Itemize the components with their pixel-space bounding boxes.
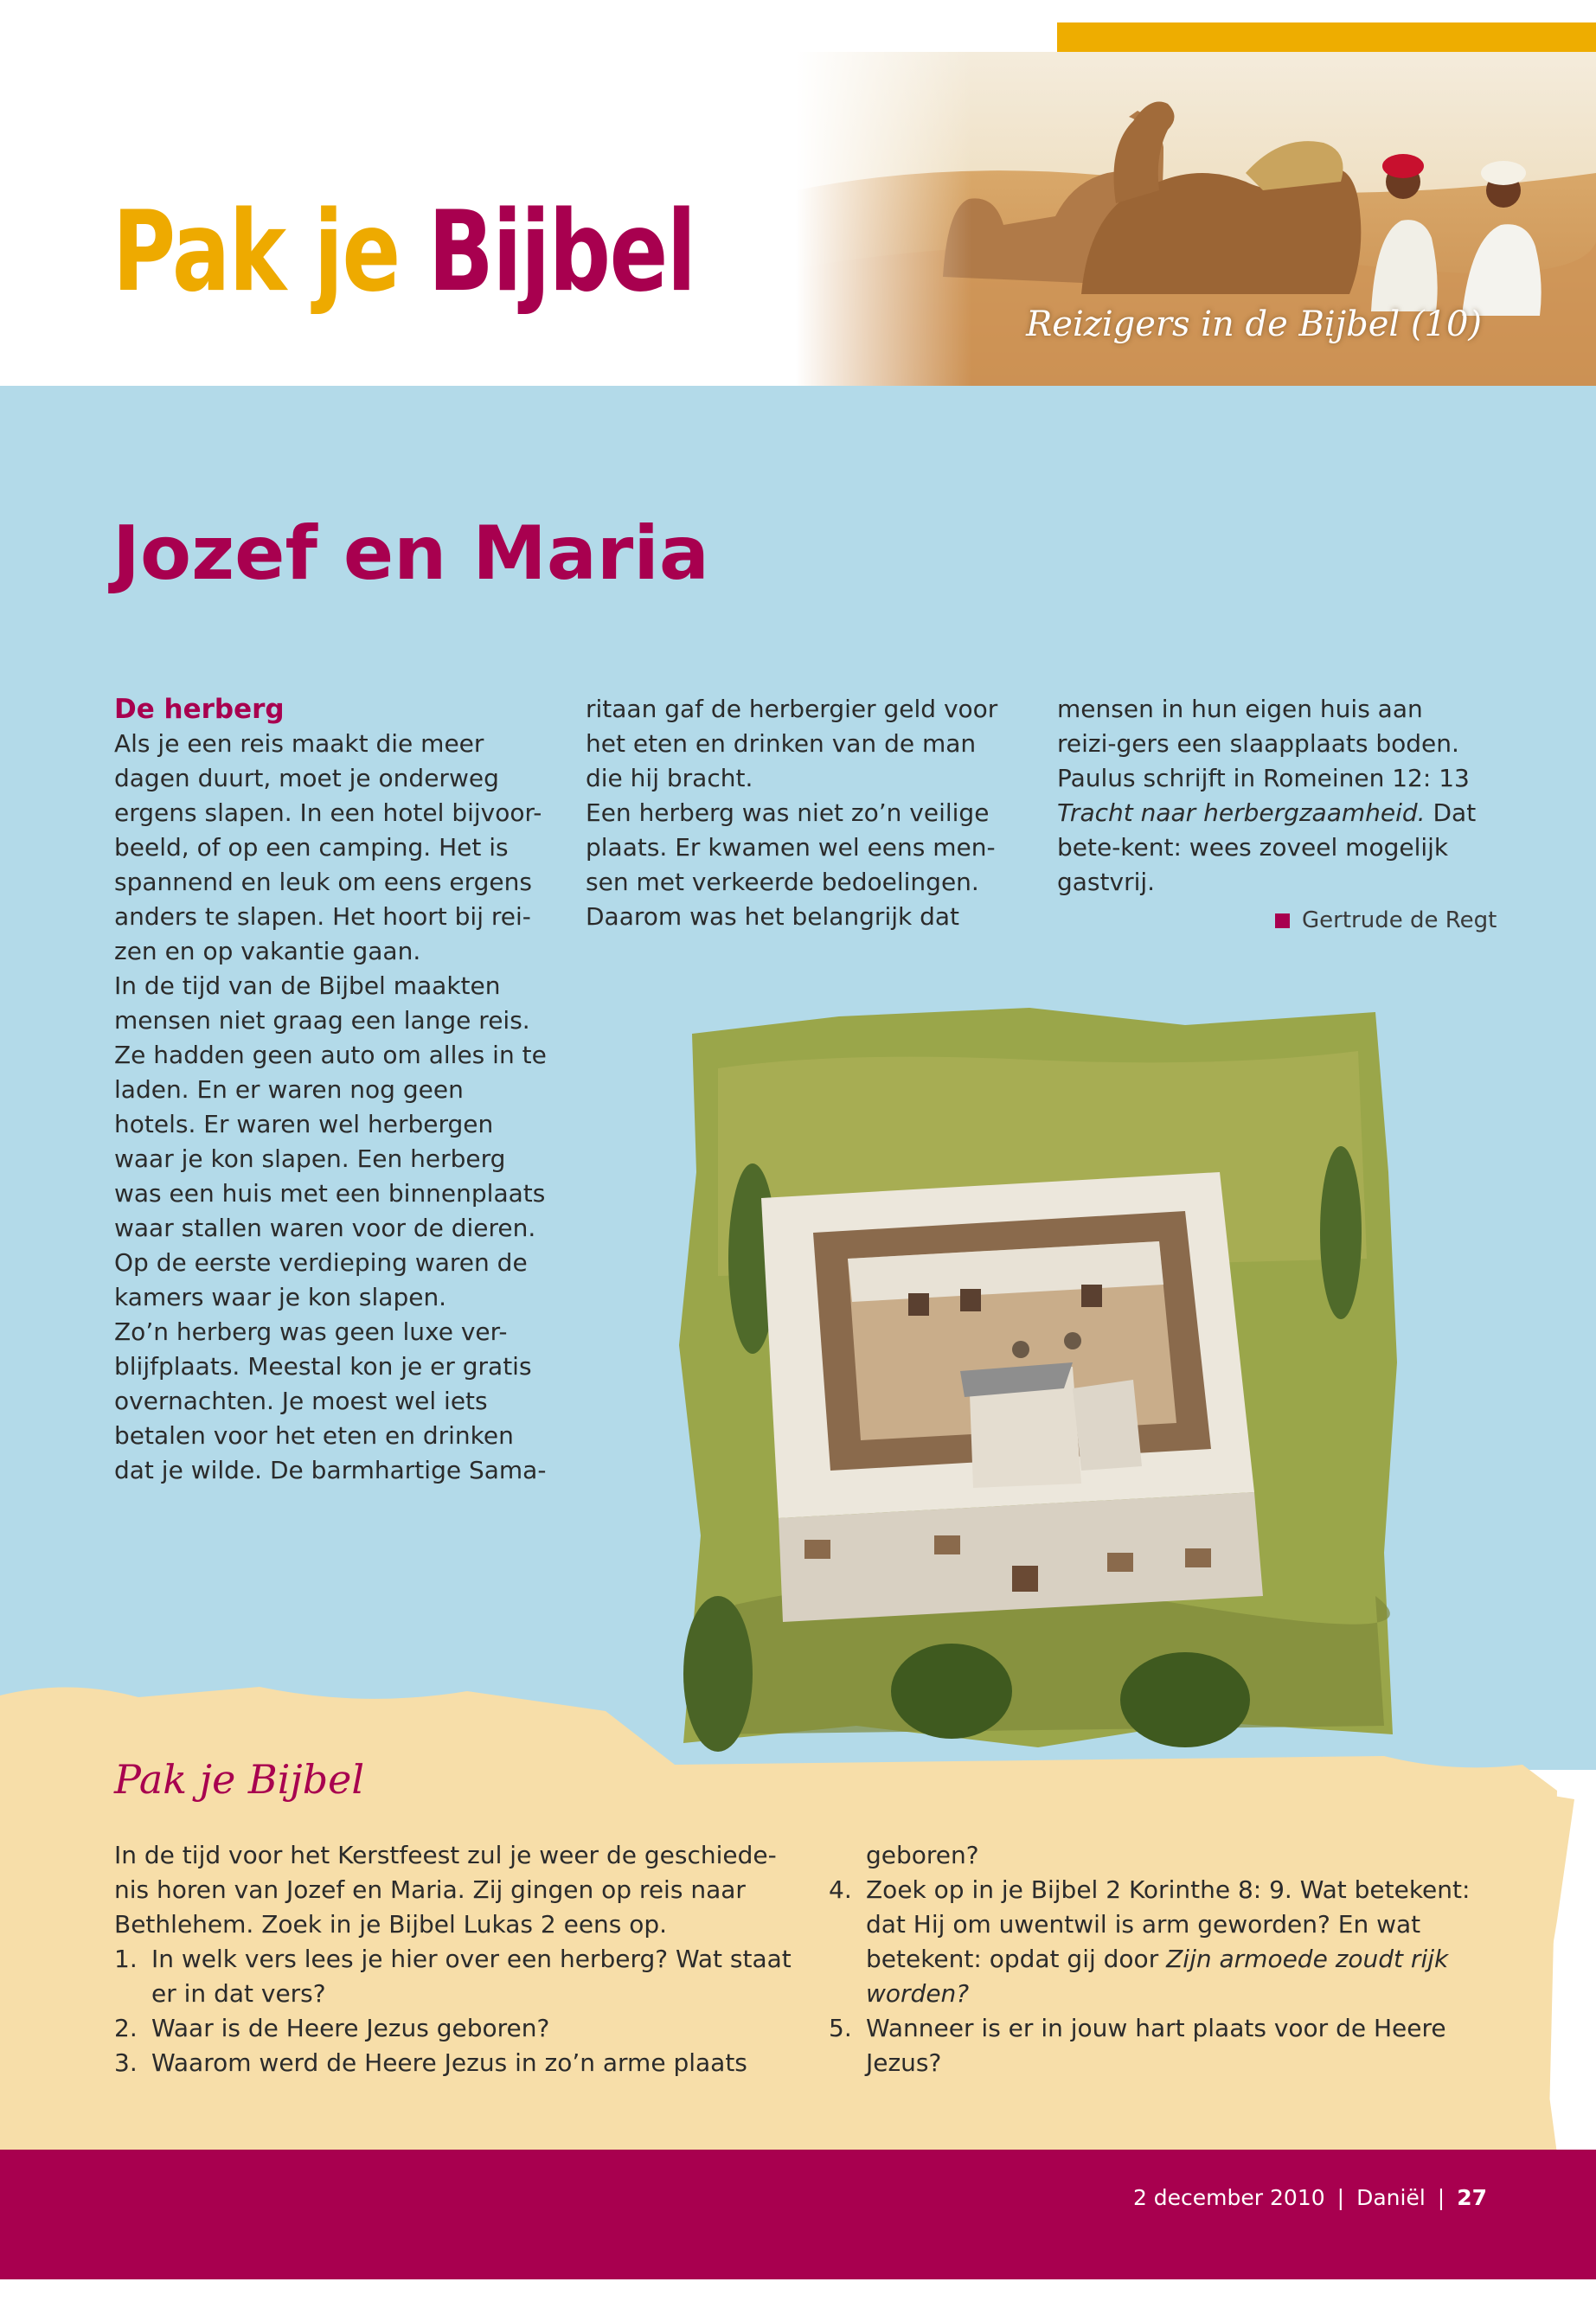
article-title: Jozef en Maria	[112, 510, 709, 597]
footer-info	[1133, 2185, 1487, 2210]
footer-magazine: Daniël	[1356, 2185, 1426, 2210]
footer-separator: |	[1336, 2185, 1345, 2210]
series-label: Reizigers in de Bijbel (10)	[1026, 304, 1482, 344]
footer-separator: |	[1437, 2185, 1445, 2210]
article-column-2	[586, 692, 1018, 934]
question-number: 5.	[829, 2014, 852, 2042]
paragraph-text: mensen in hun eigen huis aan reizi-gers een slaapplaats boden. Paulus schrijft in Romeinen 12: 13	[1057, 695, 1470, 792]
box-intro: In de tijd voor het Kerstfeest zul je weer de geschiede-nis horen van Jozef en Maria. Zij gingen op reis naar Bethlehem. Zoek in je Bijbel Lukas 2 eens op.	[114, 1841, 777, 1939]
page-number: 27	[1457, 2185, 1487, 2210]
logo-word-bijbel: Bijbel	[427, 188, 695, 317]
question-text: geboren?	[866, 1841, 979, 1869]
article-paragraph: Als je een reis maakt die meer dagen duurt, moet je onderweg ergens slapen. In een hotel bijvoor-beeld, of op een camping. Het is spannend en leuk om eens ergens anders te slapen. Het hoort bij rei-zen en op vakantie gaan.	[114, 729, 542, 965]
question-item	[829, 1873, 1503, 2011]
question-item	[829, 2011, 1503, 2080]
question-text: Wanneer is er in jouw hart plaats voor de Heere Jezus?	[866, 2014, 1446, 2077]
box-column-1	[114, 1838, 806, 2080]
question-text: Zoek op in je Bijbel 2 Korinthe 8: 9. Wat betekent: dat Hij om uwentwil is arm geworden? En wat betekent: opdat gij door	[866, 1875, 1471, 1973]
question-item	[114, 1942, 806, 2011]
inn-illustration	[666, 999, 1410, 1752]
article-column-1	[114, 692, 547, 1488]
article-paragraph: Een herberg was niet zo’n veilige plaats. Er kwamen wel eens men-sen met verkeerde bedoelingen. Daarom was het belangrijk dat	[586, 798, 996, 931]
author-name: Gertrude de Regt	[1302, 907, 1497, 933]
question-text: Waar is de Heere Jezus geboren?	[151, 2014, 550, 2042]
question-item-continued	[829, 1838, 1503, 1873]
article-subheading: De herberg	[114, 694, 285, 725]
box-column-2	[829, 1838, 1503, 2080]
author-signature	[1275, 903, 1497, 938]
article-paragraph	[1057, 692, 1490, 900]
section-logo	[112, 188, 695, 317]
paragraph-text: Dat bete-kent: wees zoveel mogelijk gastvrij.	[1057, 798, 1477, 896]
article-paragraph: In de tijd van de Bijbel maakten mensen niet graag een lange reis. Ze hadden geen auto om alles in te laden. En er waren nog geen hotels. Er waren wel herbergen waar je kon slapen. Een herberg was een huis met een binnenplaats waar stallen waren voor de dieren. Op de eerste verdieping waren de kamers waar je kon slapen.	[114, 971, 547, 1311]
question-number: 4.	[829, 1875, 852, 1904]
logo-word-pak: Pak	[112, 188, 285, 317]
box-title: Pak je Bijbel	[114, 1756, 365, 1803]
page-header	[0, 0, 1596, 386]
question-item	[114, 2046, 806, 2080]
footer-date: 2 december 2010	[1132, 2185, 1325, 2210]
question-number: 3.	[114, 2048, 138, 2077]
signature-square-icon	[1275, 913, 1290, 928]
article-paragraph: Zo’n herberg was geen luxe ver-blijfplaats. Meestal kon je er gratis overnachten. Je moest wel iets betalen voor het eten en drinken dat je wilde. De barmhartige Sama-	[114, 1317, 547, 1484]
bible-quote: Tracht naar herbergzaamheid.	[1057, 798, 1426, 827]
bible-quote: Zijn armoede zoudt rijk worden?	[866, 1945, 1449, 2008]
question-number: 1.	[114, 1945, 138, 1973]
article-column-3	[1057, 692, 1490, 900]
question-item	[114, 2011, 806, 2046]
question-text: Waarom werd de Heere Jezus in zo’n arme plaats	[151, 2048, 747, 2077]
article-paragraph: ritaan gaf de herbergier geld voor het eten en drinken van de man die hij bracht.	[586, 695, 998, 792]
page-footer	[0, 2150, 1596, 2279]
question-text: In welk vers lees je hier over een herberg? Wat staat er in dat vers?	[151, 1945, 792, 2008]
logo-word-je: je	[313, 188, 400, 317]
question-number: 2.	[114, 2014, 138, 2042]
